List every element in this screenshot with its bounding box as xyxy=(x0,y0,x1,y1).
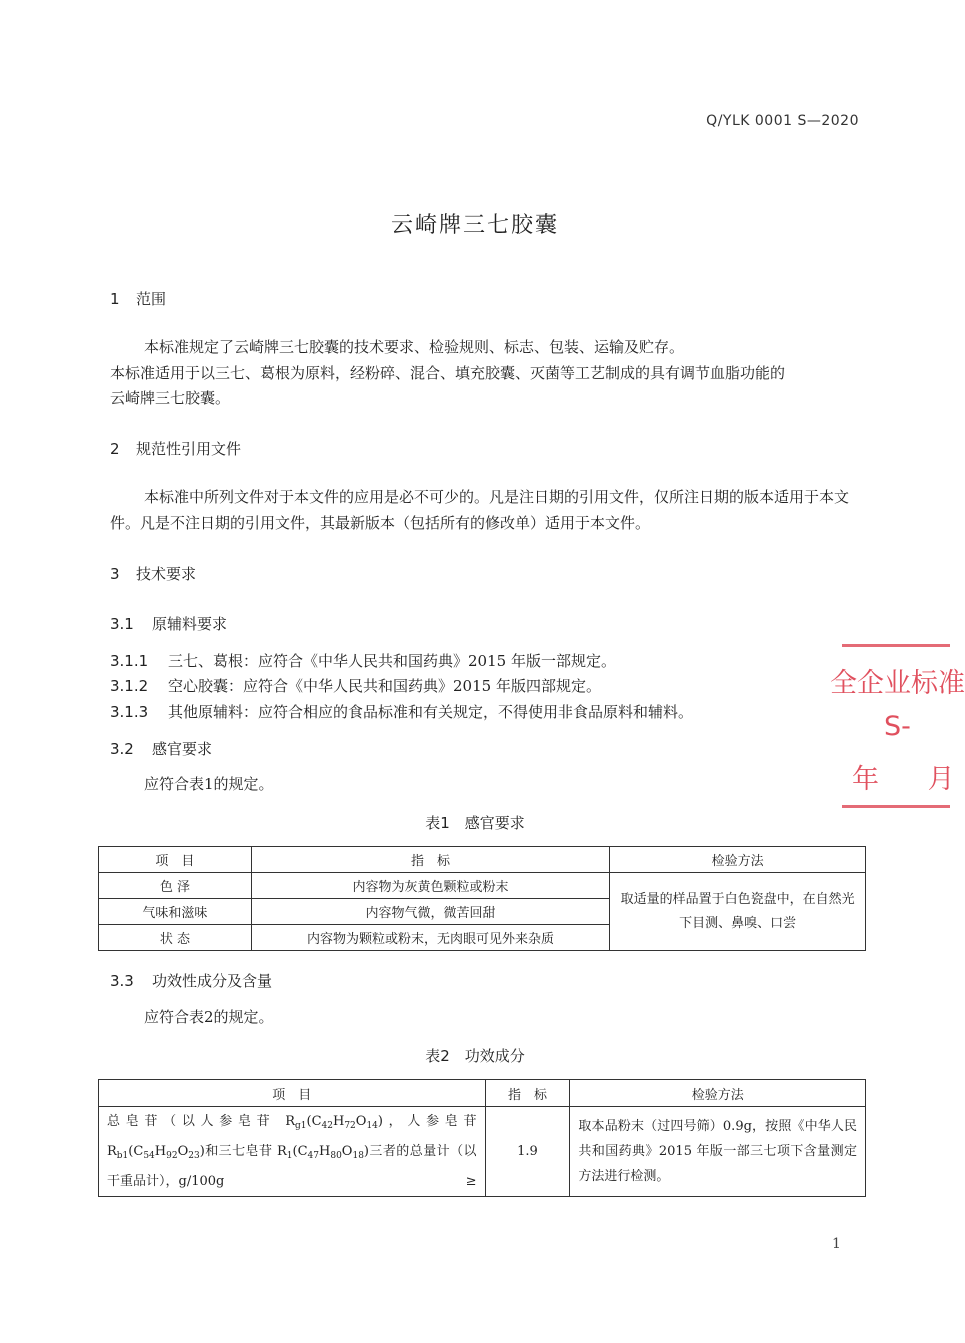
section-title: 技术要求 xyxy=(136,565,197,583)
row-item: 气味和滋味 xyxy=(99,899,252,925)
clause-text: 其他原辅料：应符合相应的食品标准和有关规定，不得使用非食品原料和辅料。 xyxy=(168,703,694,721)
red-seal-stamp xyxy=(830,644,965,808)
table-sensory-requirements xyxy=(98,846,866,951)
section-1-heading xyxy=(110,288,166,309)
row-value: 内容物为颗粒或粉末，无肉眼可见外来杂质 xyxy=(251,925,610,951)
paragraph-scope-2b: 云崎牌三七胶囊。 xyxy=(110,389,231,407)
section-3-1-heading xyxy=(110,613,227,634)
table-functional-components xyxy=(98,1079,866,1197)
row-method: 取本品粉末（过四号筛）0.9g，按照《中华人民共和国药典》2015 年版一部三七项下含量测定方法进行检测。 xyxy=(570,1107,866,1197)
header-indicator: 指 标 xyxy=(251,847,610,873)
table-row xyxy=(99,1107,866,1197)
table2-caption: 表2 功效成分 xyxy=(425,1047,525,1065)
section-3-heading xyxy=(110,563,196,584)
greater-equal-symbol: ≥ xyxy=(465,1174,477,1189)
section-number: 3 xyxy=(110,565,120,583)
section-title: 范围 xyxy=(136,290,167,308)
section-title: 规范性引用文件 xyxy=(136,440,242,458)
row-item xyxy=(99,1107,486,1197)
subscript: 23 xyxy=(188,1151,200,1161)
document-title: 云崎牌三七胶囊 xyxy=(390,213,559,238)
clause-3-1-3 xyxy=(110,701,693,722)
stamp-line-3: 年 月 xyxy=(852,764,955,795)
section-3-3-heading xyxy=(110,970,272,991)
subscript: 92 xyxy=(166,1151,178,1161)
clause-3-1-1 xyxy=(110,650,616,671)
section-3-2-heading xyxy=(110,738,212,759)
header-item: 项 目 xyxy=(99,847,252,873)
section-number: 2 xyxy=(110,440,120,458)
stamp-line-2: S- xyxy=(884,711,911,742)
item-text: (C xyxy=(306,1114,322,1129)
paragraph-table2-ref: 应符合表2的规定。 xyxy=(144,1008,274,1026)
table1-caption: 表1 感官要求 xyxy=(425,814,525,832)
item-text: H xyxy=(154,1144,167,1159)
row-item: 状 态 xyxy=(99,925,252,951)
subscript: 80 xyxy=(330,1151,342,1161)
subscript: 72 xyxy=(344,1121,356,1131)
header-indicator: 指 标 xyxy=(485,1080,570,1107)
subscript: 1 xyxy=(286,1151,293,1161)
row-method: 取适量的样品置于白色瓷盘中，在自然光下目测、鼻嗅、口尝 xyxy=(610,873,866,951)
row-value: 内容物气微，微苦回甜 xyxy=(251,899,610,925)
paragraph-scope-1: 本标准规定了云崎牌三七胶囊的技术要求、检验规则、标志、包装、运输及贮存。 xyxy=(144,338,685,356)
table-header-row xyxy=(99,1080,866,1107)
clause-text: 空心胶囊：应符合《中华人民共和国药典》2015 年版四部规定。 xyxy=(168,677,601,695)
table-header-row xyxy=(99,847,866,873)
item-text: (C xyxy=(292,1144,308,1159)
item-text: H xyxy=(332,1114,345,1129)
item-text: O xyxy=(341,1144,353,1159)
section-number: 3.2 xyxy=(110,740,134,758)
paragraph-table1-ref: 应符合表1的规定。 xyxy=(144,775,274,793)
item-text: 总皂苷（以人参皂苷 R xyxy=(107,1114,295,1129)
clause-text: 三七、葛根：应符合《中华人民共和国药典》2015 年版一部规定。 xyxy=(168,652,616,670)
row-item: 色 泽 xyxy=(99,873,252,899)
row-value: 内容物为灰黄色颗粒或粉末 xyxy=(251,873,610,899)
subscript: 54 xyxy=(143,1151,155,1161)
subscript: 18 xyxy=(352,1151,364,1161)
subscript: g1 xyxy=(295,1121,307,1131)
paragraph-references: 本标准中所列文件对于本文件的应用是必不可少的。凡是注日期的引用文件，仅所注日期的版本适用于本文件。凡是不注日期的引用文件，其最新版本（包括所有的修改单）适用于本文件。 xyxy=(110,488,850,532)
section-number: 1 xyxy=(110,290,120,308)
section-2-heading xyxy=(110,438,241,459)
clause-number: 3.1.2 xyxy=(110,677,149,695)
header-item: 项 目 xyxy=(99,1080,486,1107)
row-value: 1.9 xyxy=(485,1107,570,1197)
item-text: O xyxy=(355,1114,367,1129)
item-text: (C xyxy=(128,1144,144,1159)
item-text: H xyxy=(319,1144,331,1159)
subscript: 14 xyxy=(366,1121,378,1131)
subscript: 42 xyxy=(321,1121,333,1131)
header-method: 检验方法 xyxy=(570,1080,866,1107)
section-title: 感官要求 xyxy=(152,740,213,758)
table-row xyxy=(99,873,866,899)
section-title: 原辅料要求 xyxy=(152,615,228,633)
standard-code: Q/YLK 0001 S—2020 xyxy=(706,113,859,129)
paragraph-scope-2a: 本标准适用于以三七、葛根为原料，经粉碎、混合、填充胶囊、灭菌等工艺制成的具有调节血脂功能的 xyxy=(110,364,786,382)
item-text: O xyxy=(177,1144,189,1159)
section-number: 3.3 xyxy=(110,972,134,990)
clause-number: 3.1.1 xyxy=(110,652,149,670)
item-text: )，人参皂苷 R xyxy=(107,1114,477,1159)
section-title: 功效性成分及含量 xyxy=(152,972,273,990)
section-number: 3.1 xyxy=(110,615,134,633)
item-text: )和三七皂苷 R xyxy=(199,1144,287,1159)
stamp-line-1: 全企业标准 xyxy=(830,668,965,699)
clause-number: 3.1.3 xyxy=(110,703,149,721)
clause-3-1-2 xyxy=(110,675,601,696)
item-text: )三者的总量计（以干重品计），g/100g xyxy=(107,1144,477,1189)
header-method: 检验方法 xyxy=(610,847,866,873)
page-number: 1 xyxy=(832,1236,841,1252)
subscript: b1 xyxy=(116,1151,129,1161)
subscript: 47 xyxy=(307,1151,319,1161)
